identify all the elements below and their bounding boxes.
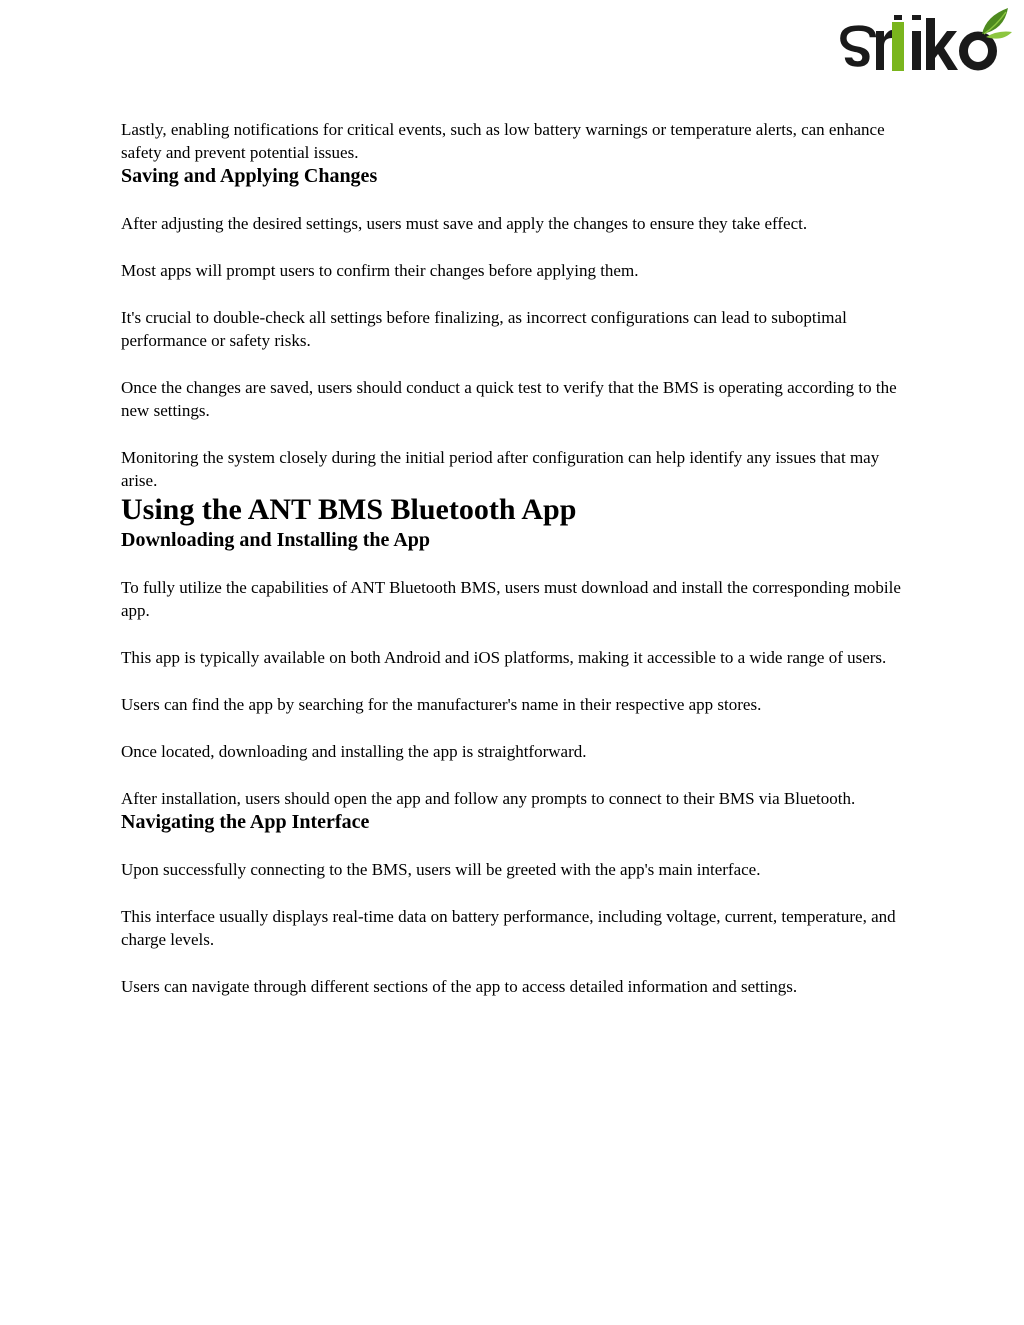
paragraph-once-located: Once located, downloading and installing the app is straightforward. [121,742,587,761]
heading-downloading-installing: Downloading and Installing the App [121,529,431,551]
heading-navigating-interface: Navigating the App Interface [121,811,370,833]
paragraph-notifications: Lastly, enabling notifications for critical events, such as low battery warnings or temperature alerts, can enhance safety and prevent potential issues. [121,120,885,162]
paragraph-platforms: This app is typically available on both Android and iOS platforms, making it accessible to a wide range of users. [121,648,887,667]
sriko-logo-graphic [836,4,1016,76]
logo-letter-i [912,31,921,70]
paragraph-monitoring: Monitoring the system closely during the initial period after configuration can help identify any issues that may arise. [121,448,880,490]
paragraph-confirm-changes: Most apps will prompt users to confirm their changes before applying them. [121,261,639,280]
paragraph-save-apply: After adjusting the desired settings, users must save and apply the changes to ensure they take effect. [121,214,808,233]
document-body [121,118,911,998]
paragraph-navigate-sections: Users can navigate through different sections of the app to access detailed information and settings. [121,977,798,996]
brand-logo [836,4,1016,76]
logo-letter-r [876,30,892,70]
paragraph-double-check: It's crucial to double-check all settings before finalizing, as incorrect configurations can lead to suboptimal performance or safety risks. [121,308,847,350]
paragraph-find-app: Users can find the app by searching for the manufacturer's name in their respective app stores. [121,695,762,714]
paragraph-after-installation: After installation, users should open the app and follow any prompts to connect to their BMS via Bluetooth. [121,789,856,808]
heading-using-ant-bms-app: Using the ANT BMS Bluetooth App [121,493,577,526]
logo-letter-s [840,25,876,66]
paragraph-download-install: To fully utilize the capabilities of ANT Bluetooth BMS, users must download and install the corresponding mobile app. [121,578,901,620]
paragraph-main-interface: Upon successfully connecting to the BMS, users will be greeted with the app's main interface. [121,860,761,879]
paragraph-real-time-data: This interface usually displays real-time data on battery performance, including voltage, current, temperature, and charge levels. [121,907,896,949]
leaf-icon [982,8,1008,34]
battery-icon [892,22,904,71]
heading-saving-applying-changes: Saving and Applying Changes [121,165,378,187]
logo-letter-k [926,18,958,70]
paragraph-quick-test: Once the changes are saved, users should conduct a quick test to verify that the BMS is operating according to the new settings. [121,378,897,420]
